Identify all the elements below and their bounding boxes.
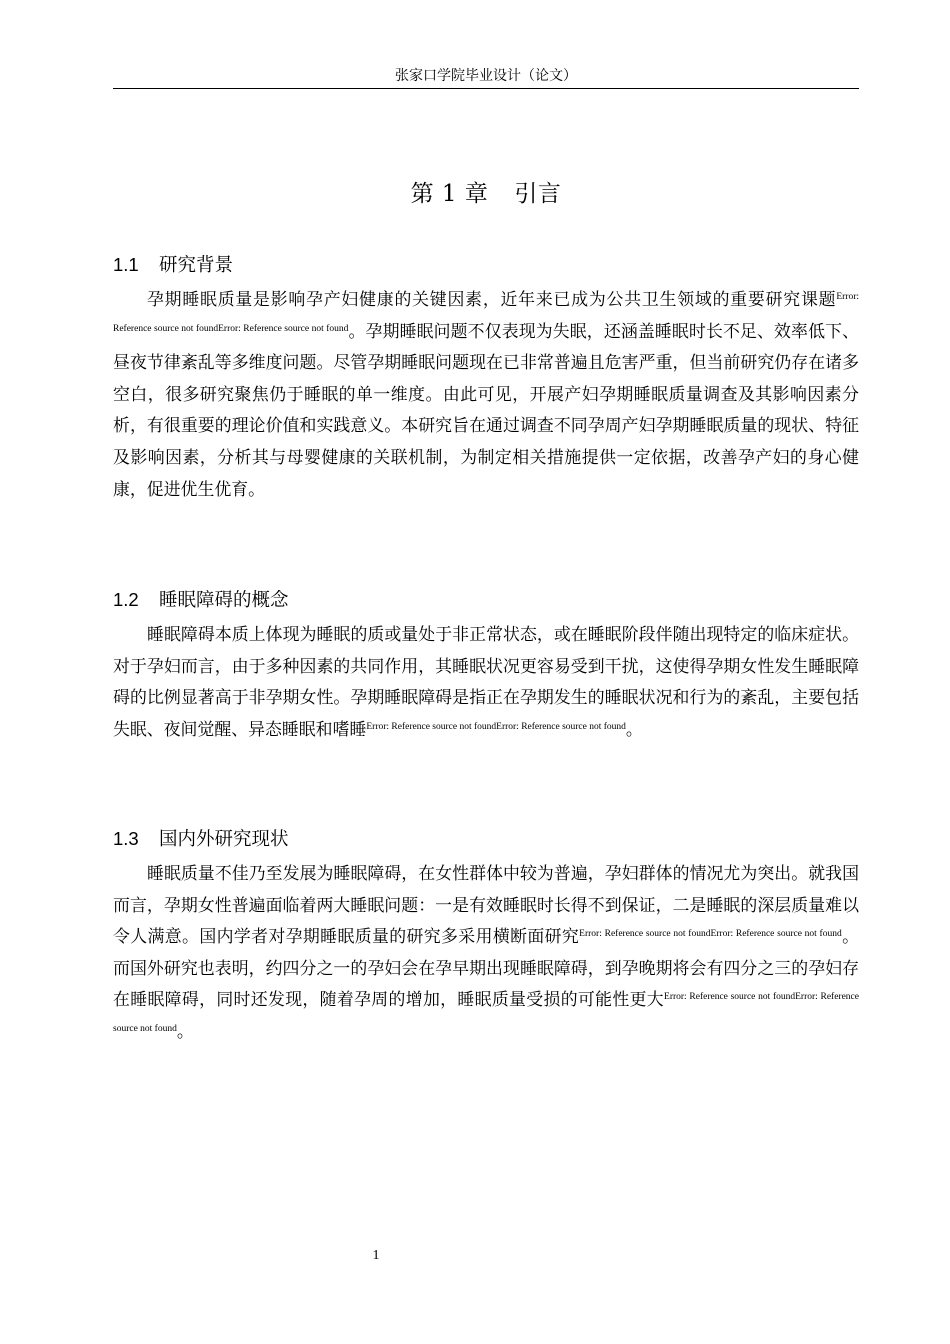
chapter-number: 第 1 章 [410,181,489,207]
paragraph-text: 孕期睡眠质量是影响孕产妇健康的关键因素，近年来已成为公共卫生领域的重要研究课题 [147,289,837,309]
citation-error: Error: Reference source not foundError: Reference source not found [113,992,859,1034]
citation-error: Error: Reference source not foundError: Reference source not found [579,929,842,940]
section-title: 研究背景 [159,255,234,276]
header-title: 张家口学院毕业设计（论文） [395,68,577,84]
section-research-status [113,824,859,1048]
citation-error: Error: Reference source not foundError: Reference source not found [366,721,626,732]
paragraph-text: 睡眠障碍本质上体现为睡眠的质或量处于非正常状态，或在睡眠阶段伴随出现特定的临床症状。对于孕妇而言，由于多种因素的共同作用，其睡眠状况更容易受到干扰，这使得孕期女性发生睡眠障碍的比例显著高于非孕期女性。孕期睡眠障碍是指正在孕期发生的睡眠状况和行为的紊乱，主要包括失眠、夜间觉醒、异态睡眠和嗜睡 [113,624,859,739]
section-heading [113,824,859,855]
paragraph-text: 。孕期睡眠问题不仅表现为失眠，还涵盖睡眠时长不足、效率低下、昼夜节律紊乱等多维度问题。尽管孕期睡眠问题现在已非常普遍且危害严重，但当前研究仍存在诸多空白，很多研究聚焦仍于睡眠的单一维度。由此可见，开展产妇孕期睡眠质量调查及其影响因素分析，有很重要的理论价值和实践意义。本研究旨在通过调查不同孕周产妇孕期睡眠质量的现状、特征及影响因素，分析其与母婴健康的关联机制，为制定相关措施提供一定依据，改善孕产妇的身心健康，促进优生优育。 [113,320,859,499]
section-title: 国内外研究现状 [159,829,289,850]
section-number: 1.3 [113,828,139,849]
paragraph-text: 。而国外研究也表明，约四分之一的孕妇会在孕早期出现睡眠障碍，到孕晚期将会有四分之三的孕妇存在睡眠障碍，同时还发现，随着孕周的增加，睡眠质量受损的可能性更大 [113,926,859,1010]
section-sleep-disorder-concept [113,585,859,745]
paragraph [113,619,859,745]
section-number: 1.2 [113,589,139,610]
page-header [113,66,859,89]
paragraph [113,858,859,1048]
paragraph-text: 。 [176,1020,194,1041]
page-number [113,1246,639,1266]
paragraph-text: 睡眠质量不佳乃至发展为睡眠障碍，在女性群体中较为普遍，孕妇群体的情况尤为突出。就我国而言，孕期女性普遍面临着两大睡眠问题：一是有效睡眠时长得不到保证，二是睡眠的深层质量难以令人满意。国内学者对孕期睡眠质量的研究多采用横断面研究 [113,863,859,947]
section-heading [113,250,859,281]
section-heading [113,585,859,616]
section-number: 1.1 [113,254,139,275]
paragraph [113,284,859,505]
chapter-title [113,176,859,212]
section-research-background [113,250,859,505]
paragraph-text: 。 [625,718,643,739]
section-title: 睡眠障碍的概念 [159,590,289,611]
chapter-name: 引言 [514,181,562,207]
page-number-text: 1 [372,1248,380,1263]
citation-error: Error: Reference source not foundError: Reference source not found [113,292,859,334]
